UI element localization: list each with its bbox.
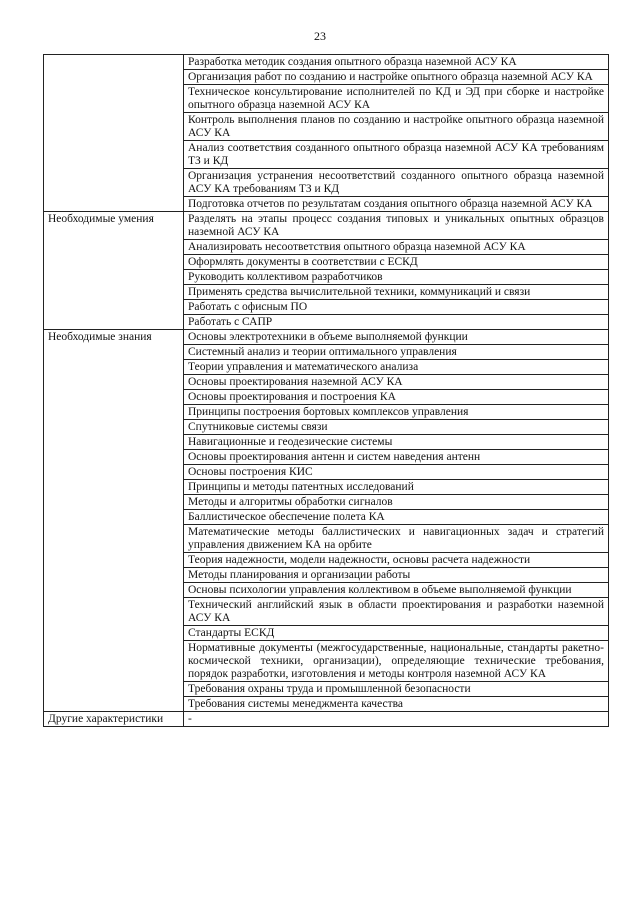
labor-action-item: Организация устранения несоответствий созданного опытного образца наземной АСУ КА требованиям ТЗ и КД xyxy=(184,169,609,197)
knowledge-item: Методы планирования и организации работы xyxy=(184,568,609,583)
competency-table-body xyxy=(44,55,609,727)
skill-item: Разделять на этапы процесс создания типовых и уникальных опытных образцов наземной АСУ КА xyxy=(184,212,609,240)
other-label: Другие характеристики xyxy=(44,712,184,727)
skill-item: Оформлять документы в соответствии с ЕСКД xyxy=(184,255,609,270)
knowledge-item: Теории управления и математического анализа xyxy=(184,360,609,375)
knowledge-item: Основы проектирования наземной АСУ КА xyxy=(184,375,609,390)
knowledge-item: Основы электротехники в объеме выполняемой функции xyxy=(184,330,609,345)
labor-action-item: Техническое консультирование исполнителей по КД и ЭД при сборке и настройке опытного образца наземной АСУ КА xyxy=(184,85,609,113)
knowledge-item: Спутниковые системы связи xyxy=(184,420,609,435)
knowledge-item: Основы построения КИС xyxy=(184,465,609,480)
knowledge-row xyxy=(44,330,609,345)
labor-action-row xyxy=(44,55,609,70)
competency-table xyxy=(43,54,609,727)
knowledge-item: Нормативные документы (межгосударственные, национальные, стандарты ракетно-космической техники, организации), определяющие технические требования, порядок разработки, изготовления и методы контроля наземной АСУ КА xyxy=(184,641,609,682)
skill-label: Необходимые умения xyxy=(44,212,184,330)
skill-item: Анализировать несоответствия опытного образца наземной АСУ КА xyxy=(184,240,609,255)
skill-row xyxy=(44,212,609,240)
page-number: 23 xyxy=(314,29,326,43)
knowledge-item: Требования системы менеджмента качества xyxy=(184,697,609,712)
other-item: - xyxy=(184,712,609,727)
labor-action-item: Организация работ по созданию и настройке опытного образца наземной АСУ КА xyxy=(184,70,609,85)
skill-item: Применять средства вычислительной техники, коммуникаций и связи xyxy=(184,285,609,300)
knowledge-item: Методы и алгоритмы обработки сигналов xyxy=(184,495,609,510)
knowledge-item: Баллистическое обеспечение полета КА xyxy=(184,510,609,525)
knowledge-item: Принципы и методы патентных исследований xyxy=(184,480,609,495)
labor-action-item: Контроль выполнения планов по созданию и настройке опытного образца наземной АСУ КА xyxy=(184,113,609,141)
knowledge-item: Системный анализ и теории оптимального управления xyxy=(184,345,609,360)
knowledge-item: Теория надежности, модели надежности, основы расчета надежности xyxy=(184,553,609,568)
knowledge-item: Технический английский язык в области проектирования и разработки наземной АСУ КА xyxy=(184,598,609,626)
knowledge-item: Стандарты ЕСКД xyxy=(184,626,609,641)
labor-action-item: Подготовка отчетов по результатам создания опытного образца наземной АСУ КА xyxy=(184,197,609,212)
knowledge-label: Необходимые знания xyxy=(44,330,184,712)
labor-action-label xyxy=(44,55,184,212)
labor-action-item: Разработка методик создания опытного образца наземной АСУ КА xyxy=(184,55,609,70)
knowledge-item: Математические методы баллистических и навигационных задач и стратегий управления движением КА на орбите xyxy=(184,525,609,553)
knowledge-item: Навигационные и геодезические системы xyxy=(184,435,609,450)
labor-action-item: Анализ соответствия созданного опытного образца наземной АСУ КА требованиям ТЗ и КД xyxy=(184,141,609,169)
knowledge-item: Основы психологии управления коллективом в объеме выполняемой функции xyxy=(184,583,609,598)
knowledge-item: Принципы построения бортовых комплексов управления xyxy=(184,405,609,420)
knowledge-item: Основы проектирования антенн и систем наведения антенн xyxy=(184,450,609,465)
knowledge-item: Основы проектирования и построения КА xyxy=(184,390,609,405)
knowledge-item: Требования охраны труда и промышленной безопасности xyxy=(184,682,609,697)
other-row xyxy=(44,712,609,727)
skill-item: Работать с САПР xyxy=(184,315,609,330)
skill-item: Работать с офисным ПО xyxy=(184,300,609,315)
skill-item: Руководить коллективом разработчиков xyxy=(184,270,609,285)
